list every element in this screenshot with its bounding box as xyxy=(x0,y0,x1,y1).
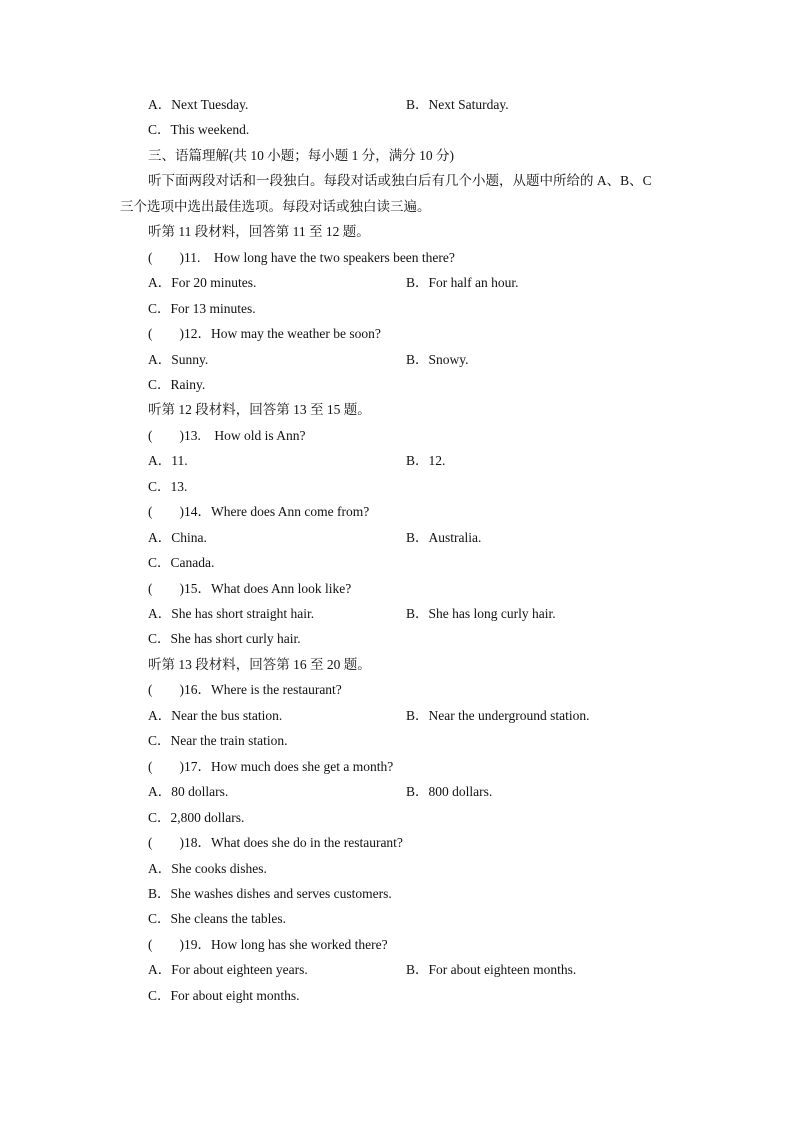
text-block: ( )17．How much does she get a month? xyxy=(148,758,394,774)
text-block: ( )19．How long has she worked there? xyxy=(148,936,388,952)
text-block: 听第 12 段材料，回答第 13 至 15 题。 xyxy=(148,402,371,418)
option-left: C．Rainy. xyxy=(148,376,206,392)
option-right: B．She has long curly hair. xyxy=(406,606,556,621)
option-right: B．Near the underground station. xyxy=(406,707,590,723)
option-right: B．For about eighteen months. xyxy=(406,962,577,978)
option-left: A．Near the bus station. xyxy=(148,707,283,723)
option-left: C．For about eight months. xyxy=(148,987,300,1003)
text-block: ( )18．What does she do in the restaurant? xyxy=(148,835,403,851)
option-right: B．Australia. xyxy=(406,529,482,545)
option-left: A．80 dollars. xyxy=(148,784,229,800)
option-left: C．For 13 minutes. xyxy=(148,300,256,316)
option-right: B．Snowy. xyxy=(406,351,469,367)
option-right: B．For half an hour. xyxy=(406,275,519,291)
text-block: ( )14．Where does Ann come from? xyxy=(148,504,370,520)
option-left: A．She cooks dishes. xyxy=(148,860,267,876)
option-left: B．She washes dishes and serves customers. xyxy=(148,885,392,901)
text-block: ( )16．Where is the restaurant? xyxy=(148,682,342,698)
option-left: C．13. xyxy=(148,478,188,494)
text-continuation: 三个选项中选出最佳选项。每段对话或独白读三遍。 xyxy=(120,198,431,214)
text-block: ( )11. How long have the two speakers been there? xyxy=(148,249,455,265)
text-block: 听下面两段对话和一段独白。每段对话或独白后有几个小题，从题中所给的 A、B、C xyxy=(148,173,652,189)
text-block: 三、语篇理解(共 10 小题；每小题 1 分，满分 10 分) xyxy=(148,147,454,163)
option-right: B．12. xyxy=(406,453,446,469)
option-left: C．She has short curly hair. xyxy=(148,631,301,647)
option-left: A．Next Tuesday. xyxy=(148,97,249,112)
option-left: C．Near the train station. xyxy=(148,733,288,749)
option-left: C．She cleans the tables. xyxy=(148,911,286,927)
option-left: A．11. xyxy=(148,453,188,469)
text-block: ( )13. How old is Ann? xyxy=(148,427,306,443)
option-right: B．800 dollars. xyxy=(406,784,493,800)
option-right: B．Next Saturday. xyxy=(406,97,509,112)
option-left: A．For about eighteen years. xyxy=(148,962,308,978)
option-left: C．This weekend. xyxy=(148,122,250,138)
text-block: 听第 11 段材料，回答第 11 至 12 题。 xyxy=(148,224,370,240)
option-left: C．Canada. xyxy=(148,555,215,571)
text-block: 听第 13 段材料，回答第 16 至 20 题。 xyxy=(148,656,371,672)
text-block: ( )12．How may the weather be soon? xyxy=(148,326,381,342)
option-left: A．She has short straight hair. xyxy=(148,606,315,621)
option-left: A．Sunny. xyxy=(148,351,209,367)
option-left: C．2,800 dollars. xyxy=(148,809,245,825)
text-block: ( )15．What does Ann look like? xyxy=(148,580,352,596)
option-left: A．For 20 minutes. xyxy=(148,275,257,291)
option-left: A．China. xyxy=(148,529,207,545)
